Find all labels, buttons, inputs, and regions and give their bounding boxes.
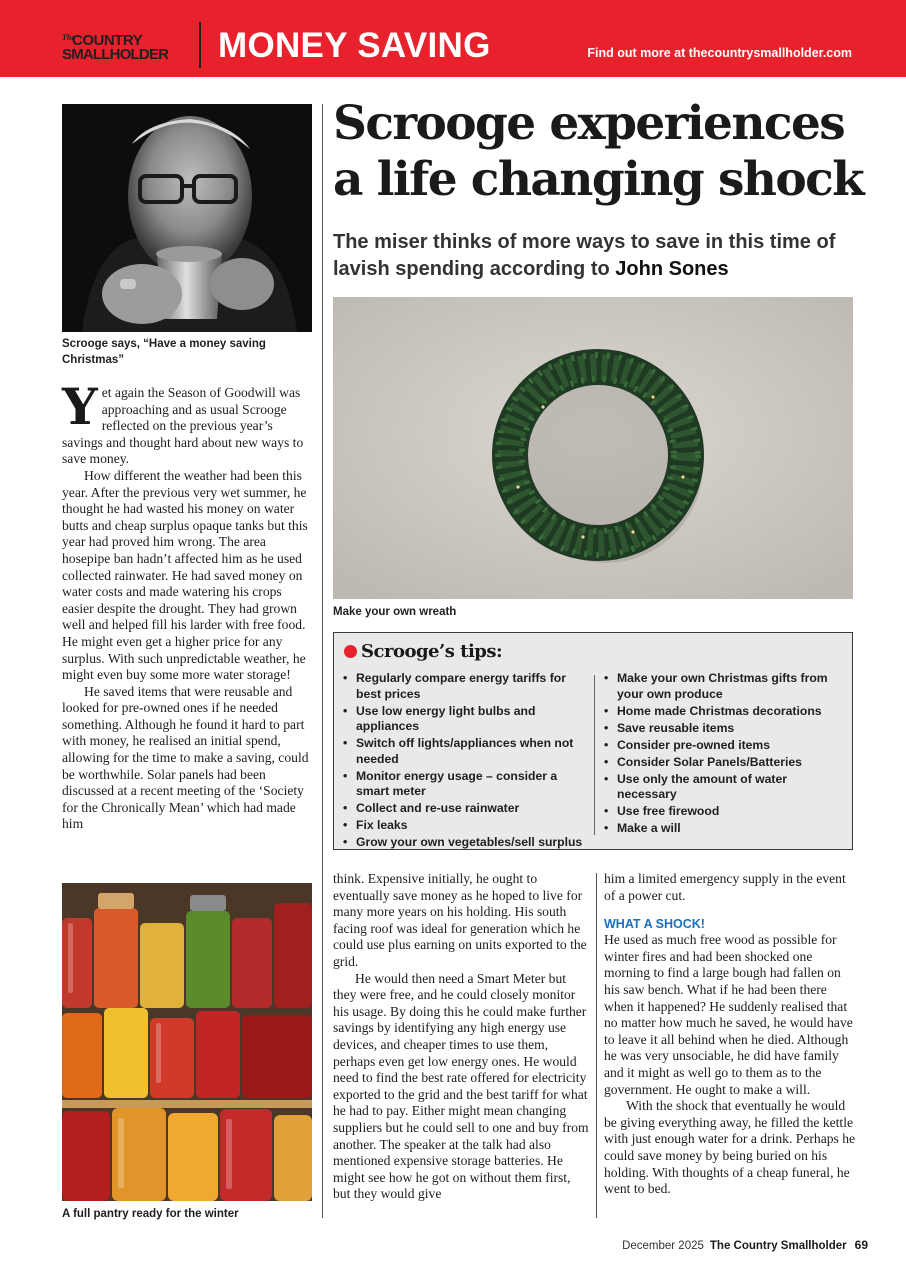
tip-item: • Consider Solar Panels/Batteries [604,755,844,771]
pantry-caption: A full pantry ready for the winter [62,1208,239,1220]
paragraph-1 [62,377,314,468]
tips-list-left [343,671,593,852]
website-link[interactable]: Find out more at thecountrysmallholder.com [587,46,852,60]
page-number: 69 [854,1238,868,1252]
bullet-dot-icon [344,645,357,658]
scrooge-photo [62,104,312,332]
tip-item: • Home made Christmas decorations [604,704,844,720]
header-divider [199,22,201,68]
tip-item: • Monitor energy usage – consider a smart meter [343,769,593,800]
tip-item: • Consider pre-owned items [604,738,844,754]
tip-item: • Use low energy light bulbs and appliances [343,704,593,735]
body-column-1 [62,377,314,833]
tips-list-right [604,671,844,838]
paragraph-8: With the shock that eventually he would be giving everything away, he filled the kettle with just enough water for a drink. Perhaps he could save money by being buried on his holding. With thoughts of a cheap funeral, he went to bed. [604,1098,856,1197]
tip-item: • Use only the amount of water necessary [604,772,844,803]
scrooge-caption: Scrooge says, “Have a money saving Christmas” [62,338,266,366]
logo-line-1: COUNTRY [72,32,143,49]
magazine-logo[interactable] [62,34,184,62]
section-title: MONEY SAVING [218,26,491,65]
tips-divider [594,675,595,835]
wreath-photo [333,297,853,599]
drop-cap: Y [62,377,98,436]
standfirst-text: The miser thinks of more ways to save in this time of lavish spending according to [333,231,836,280]
pantry-photo [62,883,312,1201]
issue-date: December 2025 [622,1240,704,1252]
standfirst [333,229,863,283]
tip-item: • Save reusable items [604,721,844,737]
header-bar [0,0,906,77]
tip-item: • Regularly compare energy tariffs for best prices [343,671,593,702]
tips-title-text: Scrooge’s tips: [361,641,503,662]
page-footer [622,1238,868,1252]
subheading: WHAT A SHOCK! [604,917,705,932]
paragraph-7: He used as much free wood as possible for winter fires and had been shocked one morning to find a large bough had fallen on his saw bench. What if he had been there when it happened? He suddenly realised that no matter how much he saved, he would have to leave it all behind when he died. Although he was very unsociable, he did have family and it might as well go to them as to the government. He ought to make a will. [604,932,853,1097]
body-column-2 [333,871,591,1203]
author-name: John Sones [615,258,729,280]
tip-item: • Make your own Christmas gifts from your own produce [604,671,844,702]
tip-item: • Collect and re-use rainwater [343,801,593,817]
headline: Scrooge experiences a life changing shock [333,96,864,207]
tip-item: • Fix leaks [343,818,593,834]
column-divider [322,104,323,1218]
column-divider-2 [596,873,597,1218]
tip-item: • Use free firewood [604,804,844,820]
body-column-3 [604,871,856,1198]
tip-item: • Switch off lights/appliances when not needed [343,736,593,767]
paragraph-1-text: et again the Season of Goodwill was approaching and as usual Scrooge reflected on the previous year’s savings and thought hard about new ways to save money. [62,385,304,467]
wreath-caption: Make your own wreath [333,606,457,618]
tips-title [344,641,502,662]
tips-box [333,632,853,850]
paragraph-3: He saved items that were reusable and looked for pre-owned ones if he needed something. Although he found it hard to part with money, he realised an initial spend, allowing for the time to make a saving, could be worthwhile. Solar panels had been discussed at a recent meeting of the ‘Society for the Chronically Mean’ which had made him [62,683,309,832]
paragraph-4: think. Expensive initially, he ought to eventually save money as he hoped to live for many more years on his holding. His south facing roof was ideal for generation which he could use plus earning on units exported to the grid. [333,871,587,969]
paragraph-5: He would then need a Smart Meter but they were free, and he could closely monitor his usage. By doing this he could make further savings by identifying any high energy use devices, and cheaper times to use them, perhaps even get low energy ones. He would need to find the best rate offered for electricity exported to the grid and the best tariff for what he had to pay. Either might mean changing suppliers but he could sell to one and buy from another. The speaker at the talk had also mentioned expensive storage batteries. He might see how he got on without them first, but they would give [333,970,589,1202]
tip-item: • Grow your own vegetables/sell surplus [343,835,593,851]
paragraph-2: How different the weather had been this year. After the previous very wet summer, he thought he had wasted his money on water butts and cheap surplus opaque tanks but this year had proved him wrong. The area hosepipe ban hadn’t affected him as he used collected rainwater. He had saved money on water costs and made watering his crops easier despite the drought. They had grown well and helped fill his larder with free food. He might even get a higher price for any surplus. With such unpredictable weather, he might even buy some more water storage! [62,467,308,683]
paragraph-6: him a limited emergency supply in the event of a power cut. [604,871,846,903]
tip-item: • Make a will [604,821,844,837]
logo-line-2: SMALLHOLDER [62,46,169,63]
logo-the: The [62,33,75,42]
magazine-name: The Country Smallholder [709,1240,847,1252]
